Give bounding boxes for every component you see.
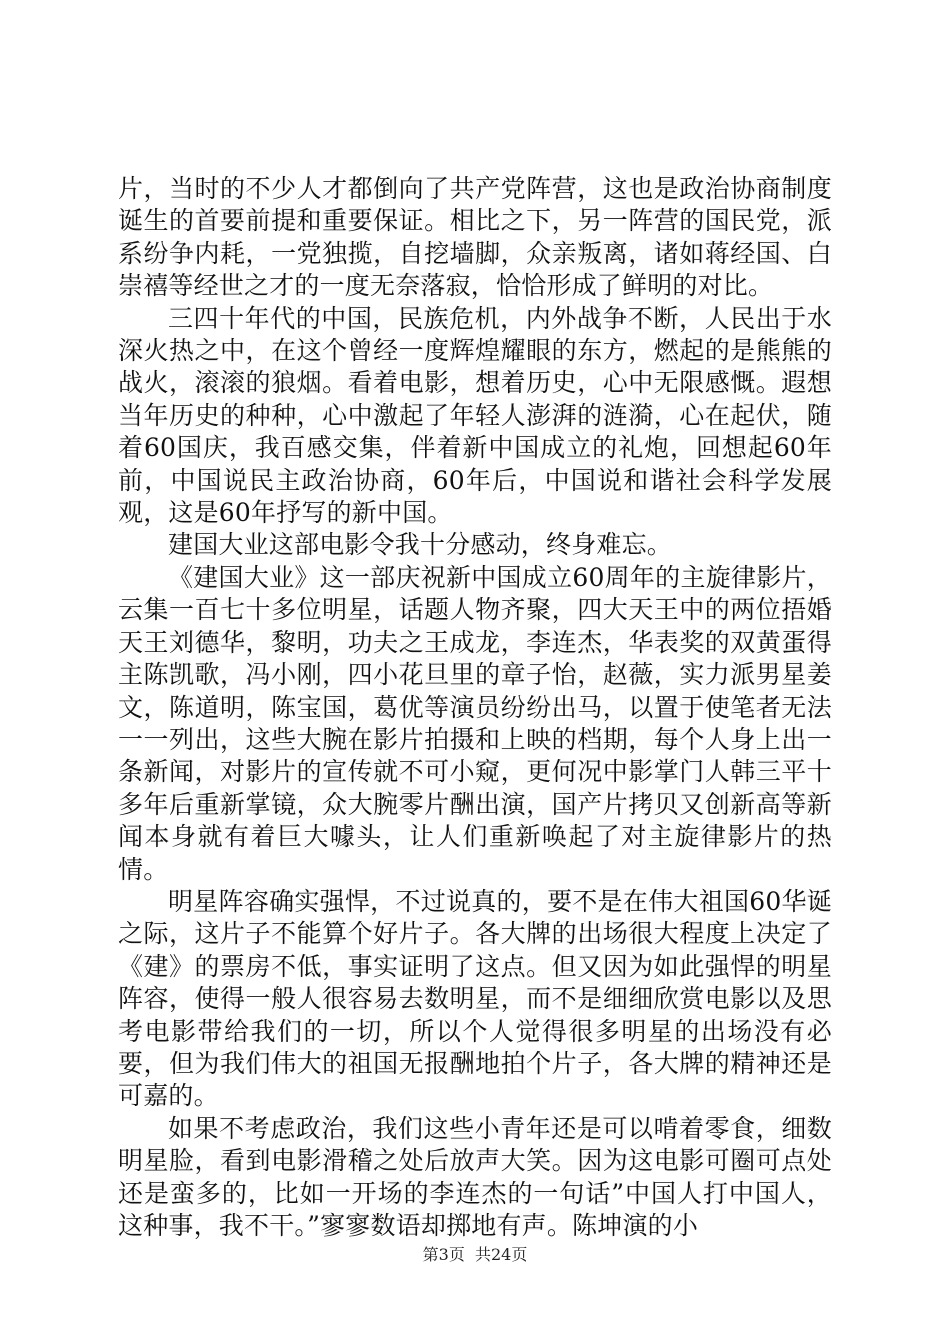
paragraph-1: 片，当时的不少人才都倒向了共产党阵营，这也是政治协商制度诞生的首要前提和重要保证。相比之下，另一阵营的国民党，派系纷争内耗，一党独揽，自挖墙脚，众亲叛离，诸如蒋经国、白崇禧等经世之才的一度无奈落寂，恰恰形成了鲜明的对比。 (118, 174, 832, 301)
paragraph-4: 《建国大业》这一部庆祝新中国成立60周年的主旋律影片，云集一百七十多位明星，话题人物齐聚，四大天王中的两位捂婚天王刘德华，黎明，功夫之王成龙，李连杰，华表奖的双黄蛋得主陈凯歌，冯小刚，四小花旦里的章子怡，赵薇，实力派男星姜文，陈道明，陈宝国，葛优等演员纷纷出马，以置于使笔者无法一一列出，这些大腕在影片拍摄和上映的档期，每个人身上出一条新闻，对影片的宣传就不可小窥，更何况中影掌门人韩三平十多年后重新掌镜，众大腕零片酬出演，国产片拷贝又创新高等新闻本身就有着巨大噱头，让人们重新唤起了对主旋律影片的热情。 (118, 562, 832, 884)
document-body (118, 173, 832, 1242)
paragraph-5: 明星阵容确实强悍，不过说真的，要不是在伟大祖国60华诞之际，这片子不能算个好片子。各大牌的出场很大程度上决定了《建》的票房不低，事实证明了这点。但又因为如此强悍的明星阵容，使得一般人很容易去数明星，而不是细细欣赏电影以及思考电影带给我们的一切，所以个人觉得很多明星的出场没有必要，但为我们伟大的祖国无报酬地拍个片子，各大牌的精神还是可嘉的。 (118, 886, 832, 1111)
paragraph-3: 建国大业这部电影令我十分感动，终身难忘。 (168, 530, 673, 560)
paragraph-2: 三四十年代的中国，民族危机，内外战争不断，人民出于水深火热之中，在这个曾经一度辉煌耀眼的东方，燃起的是熊熊的战火，滚滚的狼烟。看着电影，想着历史，心中无限感慨。遐想当年历史的种种，心中激起了年轻人澎湃的涟漪，心在起伏，随着60国庆，我百感交集，伴着新中国成立的礼炮，回想起60年前，中国说民主政治协商，60年后，中国说和谐社会科学发展观，这是60年抒写的新中国。 (118, 303, 832, 528)
page-footer (0, 1242, 950, 1265)
paragraph-6: 如果不考虑政治，我们这些小青年还是可以啃着零食，细数明星脸，看到电影滑稽之处后放声大笑。因为这电影可圈可点处还是蛮多的，比如一开场的李连杰的一句话”中国人打中国人，这种事，我不干。”寥寥数语却掷地有声。陈坤演的小 (118, 1113, 832, 1240)
page-number-label: 第3页 共24页 (422, 1245, 528, 1264)
